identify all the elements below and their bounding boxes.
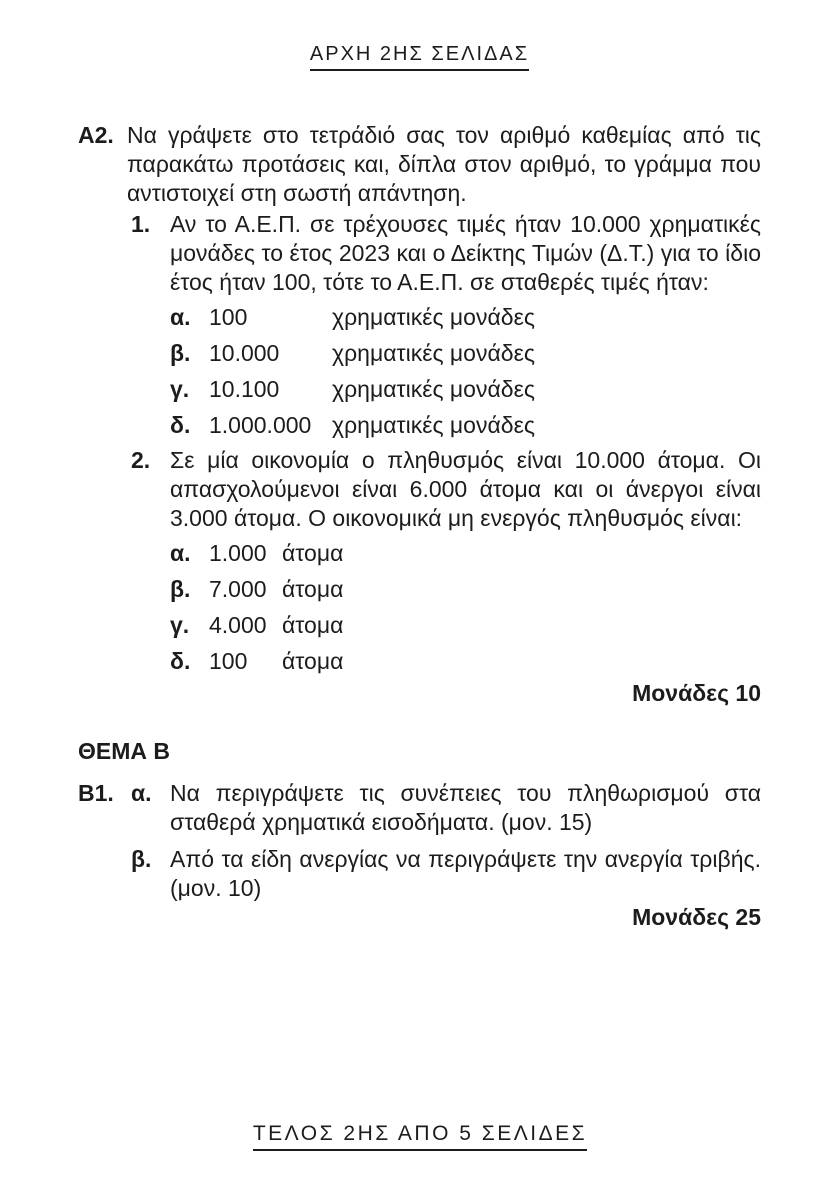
question-1-text: Αν το Α.Ε.Π. σε τρέχουσες τιμές ήταν 10.000 χρηματικές μονάδες το έτος 2023 και ο Δείκτης Τιμών (Δ.Τ.) για το ίδιο έτος ήταν 100, τότε το Α.Ε.Π. σε σταθερές τιμές ήταν: (170, 211, 761, 295)
section-a2 (78, 121, 761, 208)
option-value: 7.000 (209, 576, 267, 602)
option-unit: χρηματικές μονάδες (332, 340, 535, 366)
subitem-letter: β. (131, 846, 152, 872)
question-2-options (170, 539, 761, 676)
option-unit: άτομα (282, 648, 344, 674)
option-letter: β. (170, 576, 191, 602)
question-1-options (170, 303, 761, 440)
option-letter: α. (170, 304, 191, 330)
option-letter: γ. (170, 376, 190, 402)
page-footer (0, 1118, 840, 1151)
page-header (78, 38, 761, 71)
option-letter: α. (170, 540, 191, 566)
question-2-text: Σε μία οικονομία ο πληθυσμός είναι 10.000 άτομα. Οι απασχολούμενοι είναι 6.000 άτομα και οι άνεργοι είναι 3.000 άτομα. Ο οικονομικά μη ενεργός πληθυσμός είναι: (170, 447, 761, 531)
question-2 (131, 446, 761, 533)
option-row (170, 375, 761, 404)
option-letter: δ. (170, 648, 191, 674)
option-row (170, 303, 761, 332)
option-letter: δ. (170, 412, 191, 438)
option-value: 10.000 (209, 340, 280, 366)
marks-a2: Μονάδες 10 (632, 680, 761, 706)
option-letter: γ. (170, 612, 190, 638)
option-value: 1.000 (209, 540, 267, 566)
page-header-text: ΑΡΧΗ 2ΗΣ ΣΕΛΙΔΑΣ (310, 42, 529, 71)
option-letter: β. (170, 340, 191, 366)
option-value: 4.000 (209, 612, 267, 638)
option-unit: άτομα (282, 576, 344, 602)
option-value: 1.000.000 (209, 412, 312, 438)
subitem-letter: α. (131, 780, 152, 806)
option-value: 100 (209, 648, 248, 674)
theme-b-heading: ΘΕΜΑ Β (78, 738, 170, 764)
section-a2-label: Α2. (78, 122, 114, 148)
section-a2-instruction: Να γράψετε στο τετράδιό σας τον αριθμό καθεμίας από τις παρακάτω προτάσεις και, δίπλα στον αριθμό, το γράμμα που αντιστοιχεί στη σωστή απάντηση. (127, 122, 761, 206)
option-row (170, 647, 761, 676)
option-value: 10.100 (209, 376, 280, 402)
question-b1-a (78, 779, 761, 837)
option-unit: άτομα (282, 612, 344, 638)
question-b1-b (78, 845, 761, 903)
option-unit: χρηματικές μονάδες (332, 304, 535, 330)
option-row (170, 611, 761, 640)
question-b1-b-text: Από τα είδη ανεργίας να περιγράψετε την ανεργία τριβής. (μον. 10) (170, 846, 761, 901)
option-row (170, 411, 761, 440)
question-2-number: 2. (131, 447, 151, 473)
option-row (170, 575, 761, 604)
option-row (170, 539, 761, 568)
page-footer-text: ΤΕΛΟΣ 2ΗΣ ΑΠΟ 5 ΣΕΛΙΔΕΣ (253, 1121, 587, 1151)
option-unit: χρηματικές μονάδες (332, 412, 535, 438)
question-1-number: 1. (131, 211, 151, 237)
option-row (170, 339, 761, 368)
question-1 (131, 210, 761, 297)
option-value: 100 (209, 304, 248, 330)
question-b1-a-text: Να περιγράψετε τις συνέπειες του πληθωρισμού στα σταθερά χρηματικά εισοδήματα. (μον. 15) (170, 780, 761, 835)
option-unit: χρηματικές μονάδες (332, 376, 535, 402)
option-unit: άτομα (282, 540, 344, 566)
marks-b1: Μονάδες 25 (632, 904, 761, 930)
question-b1-label: Β1. (78, 780, 114, 806)
